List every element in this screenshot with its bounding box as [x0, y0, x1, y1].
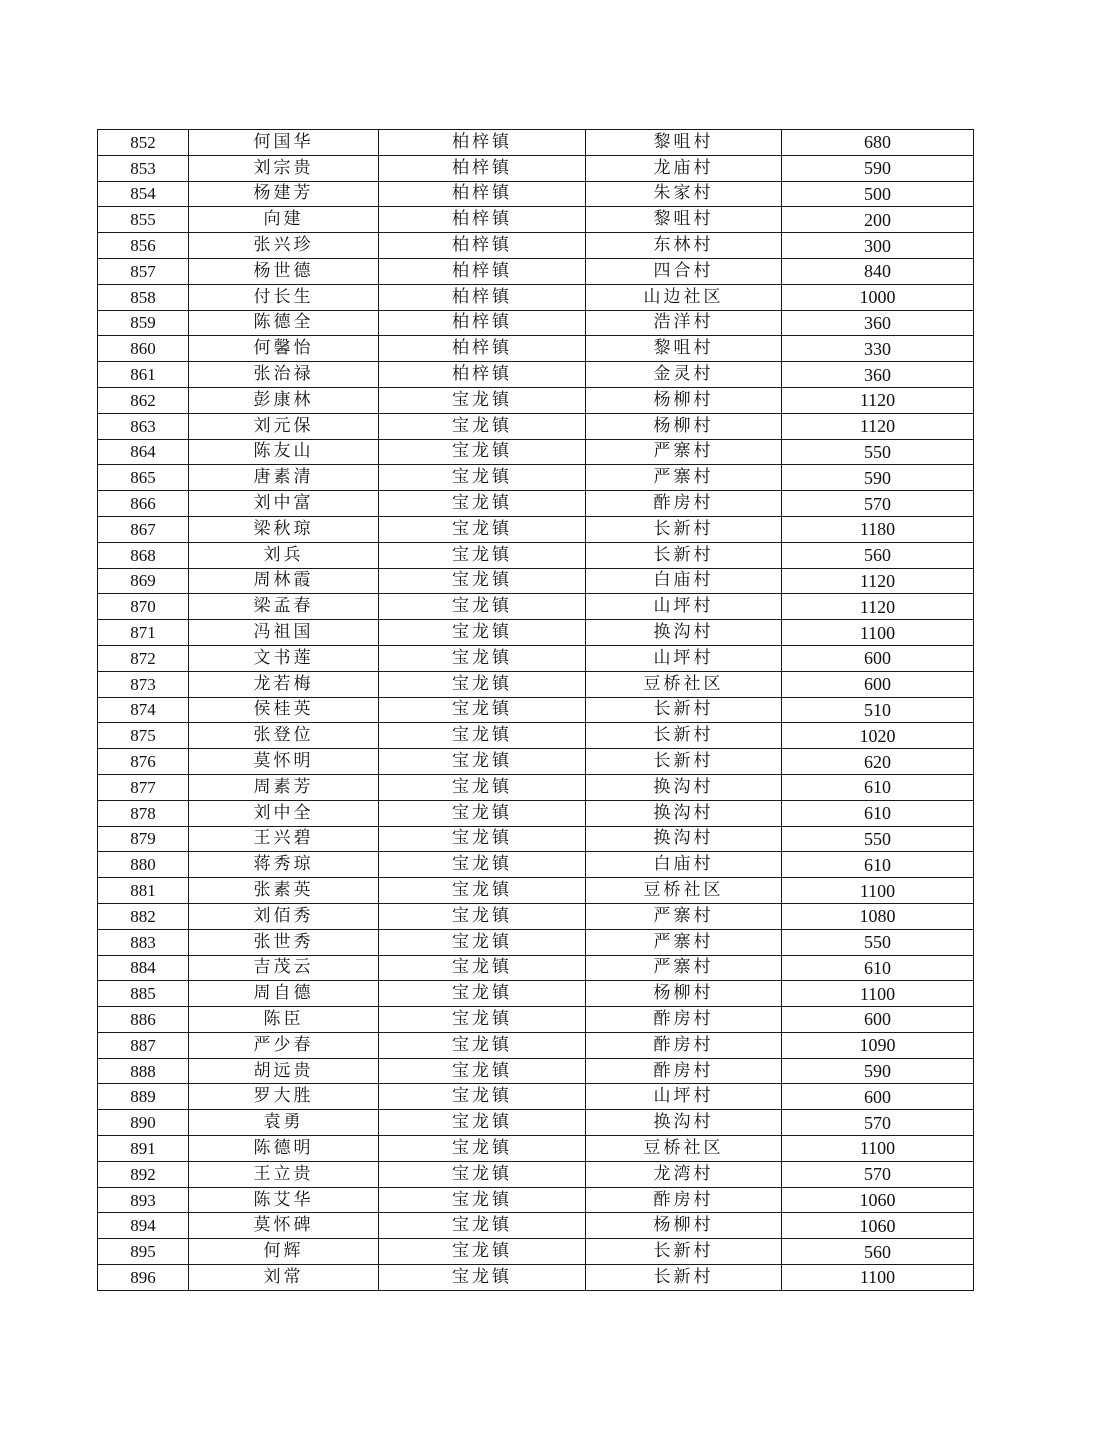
table-row: [98, 1110, 974, 1136]
cell-village: 酢房村: [586, 1007, 782, 1033]
cell-village: 杨柳村: [586, 1213, 782, 1239]
cell-town: 宝龙镇: [379, 568, 586, 594]
cell-village: 长新村: [586, 516, 782, 542]
cell-amount: 600: [782, 645, 974, 671]
cell-town: 柏梓镇: [379, 310, 586, 336]
cell-number: 896: [98, 1265, 189, 1291]
cell-name: 梁孟春: [189, 594, 379, 620]
cell-town: 宝龙镇: [379, 465, 586, 491]
cell-number: 868: [98, 542, 189, 568]
table-row: [98, 233, 974, 259]
cell-amount: 590: [782, 1058, 974, 1084]
cell-village: 酢房村: [586, 491, 782, 517]
table-row: [98, 1161, 974, 1187]
table-row: [98, 723, 974, 749]
cell-name: 侯桂英: [189, 697, 379, 723]
cell-town: 宝龙镇: [379, 1032, 586, 1058]
cell-amount: 550: [782, 929, 974, 955]
cell-number: 880: [98, 852, 189, 878]
cell-number: 865: [98, 465, 189, 491]
cell-amount: 1000: [782, 284, 974, 310]
cell-name: 周林霞: [189, 568, 379, 594]
cell-amount: 330: [782, 336, 974, 362]
cell-amount: 1100: [782, 1265, 974, 1291]
cell-town: 柏梓镇: [379, 258, 586, 284]
cell-amount: 570: [782, 1110, 974, 1136]
cell-number: 866: [98, 491, 189, 517]
cell-name: 王兴碧: [189, 826, 379, 852]
cell-amount: 1120: [782, 594, 974, 620]
cell-town: 宝龙镇: [379, 439, 586, 465]
cell-amount: 1060: [782, 1213, 974, 1239]
cell-village: 白庙村: [586, 568, 782, 594]
cell-name: 莫怀明: [189, 749, 379, 775]
table-row: [98, 671, 974, 697]
cell-village: 金灵村: [586, 362, 782, 388]
table-row: [98, 568, 974, 594]
table-row: [98, 1136, 974, 1162]
cell-amount: 570: [782, 491, 974, 517]
cell-name: 刘中全: [189, 800, 379, 826]
table-row: [98, 181, 974, 207]
cell-village: 龙湾村: [586, 1161, 782, 1187]
cell-number: 893: [98, 1187, 189, 1213]
cell-town: 柏梓镇: [379, 207, 586, 233]
table-row: [98, 878, 974, 904]
cell-town: 宝龙镇: [379, 491, 586, 517]
cell-town: 宝龙镇: [379, 1110, 586, 1136]
cell-town: 宝龙镇: [379, 1084, 586, 1110]
cell-number: 876: [98, 749, 189, 775]
cell-town: 宝龙镇: [379, 620, 586, 646]
cell-town: 宝龙镇: [379, 903, 586, 929]
cell-amount: 550: [782, 439, 974, 465]
cell-number: 886: [98, 1007, 189, 1033]
cell-village: 严寨村: [586, 955, 782, 981]
cell-name: 周素芳: [189, 774, 379, 800]
cell-amount: 510: [782, 697, 974, 723]
cell-name: 陈德明: [189, 1136, 379, 1162]
cell-number: 860: [98, 336, 189, 362]
cell-name: 胡远贵: [189, 1058, 379, 1084]
cell-town: 柏梓镇: [379, 362, 586, 388]
cell-number: 881: [98, 878, 189, 904]
table-row: [98, 542, 974, 568]
cell-number: 872: [98, 645, 189, 671]
cell-village: 长新村: [586, 749, 782, 775]
cell-village: 酢房村: [586, 1187, 782, 1213]
cell-name: 张兴珍: [189, 233, 379, 259]
cell-village: 换沟村: [586, 620, 782, 646]
cell-name: 付长生: [189, 284, 379, 310]
cell-name: 杨世德: [189, 258, 379, 284]
table-row: [98, 516, 974, 542]
cell-town: 宝龙镇: [379, 1007, 586, 1033]
cell-name: 张治禄: [189, 362, 379, 388]
cell-town: 宝龙镇: [379, 800, 586, 826]
cell-name: 刘元保: [189, 413, 379, 439]
cell-town: 宝龙镇: [379, 878, 586, 904]
cell-amount: 600: [782, 1084, 974, 1110]
cell-amount: 300: [782, 233, 974, 259]
roster-table: [97, 129, 974, 1291]
cell-village: 长新村: [586, 723, 782, 749]
table-row: [98, 1187, 974, 1213]
cell-name: 严少春: [189, 1032, 379, 1058]
cell-amount: 570: [782, 1161, 974, 1187]
cell-town: 宝龙镇: [379, 387, 586, 413]
cell-amount: 1100: [782, 878, 974, 904]
cell-name: 文书莲: [189, 645, 379, 671]
cell-town: 柏梓镇: [379, 284, 586, 310]
cell-village: 换沟村: [586, 1110, 782, 1136]
cell-village: 严寨村: [586, 929, 782, 955]
cell-village: 换沟村: [586, 826, 782, 852]
cell-amount: 1060: [782, 1187, 974, 1213]
cell-number: 894: [98, 1213, 189, 1239]
cell-name: 袁勇: [189, 1110, 379, 1136]
table-row: [98, 903, 974, 929]
table-row: [98, 1213, 974, 1239]
roster-table-body: [98, 130, 974, 1291]
cell-amount: 600: [782, 1007, 974, 1033]
cell-number: 869: [98, 568, 189, 594]
cell-town: 宝龙镇: [379, 929, 586, 955]
table-row: [98, 130, 974, 156]
cell-name: 何辉: [189, 1239, 379, 1265]
cell-town: 柏梓镇: [379, 233, 586, 259]
cell-village: 长新村: [586, 697, 782, 723]
cell-name: 唐素清: [189, 465, 379, 491]
cell-number: 884: [98, 955, 189, 981]
cell-village: 山坪村: [586, 594, 782, 620]
cell-amount: 590: [782, 465, 974, 491]
cell-amount: 590: [782, 155, 974, 181]
table-row: [98, 1239, 974, 1265]
cell-name: 龙若梅: [189, 671, 379, 697]
cell-name: 陈臣: [189, 1007, 379, 1033]
cell-number: 889: [98, 1084, 189, 1110]
cell-number: 871: [98, 620, 189, 646]
cell-name: 刘兵: [189, 542, 379, 568]
cell-name: 莫怀碑: [189, 1213, 379, 1239]
cell-town: 宝龙镇: [379, 516, 586, 542]
table-row: [98, 800, 974, 826]
cell-town: 宝龙镇: [379, 542, 586, 568]
cell-amount: 1090: [782, 1032, 974, 1058]
cell-village: 杨柳村: [586, 387, 782, 413]
cell-name: 张世秀: [189, 929, 379, 955]
cell-number: 890: [98, 1110, 189, 1136]
table-row: [98, 362, 974, 388]
cell-number: 879: [98, 826, 189, 852]
cell-amount: 1180: [782, 516, 974, 542]
table-row: [98, 594, 974, 620]
cell-number: 859: [98, 310, 189, 336]
cell-name: 刘常: [189, 1265, 379, 1291]
table-row: [98, 852, 974, 878]
table-row: [98, 1265, 974, 1291]
table-row: [98, 1084, 974, 1110]
cell-village: 豆桥社区: [586, 671, 782, 697]
table-row: [98, 749, 974, 775]
cell-name: 陈友山: [189, 439, 379, 465]
cell-name: 罗大胜: [189, 1084, 379, 1110]
cell-number: 883: [98, 929, 189, 955]
cell-number: 863: [98, 413, 189, 439]
cell-number: 895: [98, 1239, 189, 1265]
cell-amount: 610: [782, 852, 974, 878]
cell-village: 山坪村: [586, 1084, 782, 1110]
cell-amount: 610: [782, 955, 974, 981]
cell-town: 宝龙镇: [379, 1239, 586, 1265]
cell-town: 宝龙镇: [379, 645, 586, 671]
cell-amount: 1100: [782, 620, 974, 646]
cell-number: 852: [98, 130, 189, 156]
table-row: [98, 284, 974, 310]
cell-number: 887: [98, 1032, 189, 1058]
table-row: [98, 620, 974, 646]
cell-number: 853: [98, 155, 189, 181]
cell-name: 蒋秀琼: [189, 852, 379, 878]
cell-number: 855: [98, 207, 189, 233]
cell-town: 宝龙镇: [379, 1136, 586, 1162]
table-row: [98, 336, 974, 362]
cell-village: 杨柳村: [586, 413, 782, 439]
cell-town: 宝龙镇: [379, 749, 586, 775]
cell-number: 875: [98, 723, 189, 749]
cell-village: 豆桥社区: [586, 1136, 782, 1162]
cell-name: 张登位: [189, 723, 379, 749]
cell-name: 周自德: [189, 981, 379, 1007]
cell-amount: 1120: [782, 413, 974, 439]
cell-amount: 560: [782, 1239, 974, 1265]
cell-town: 宝龙镇: [379, 981, 586, 1007]
cell-name: 何馨怡: [189, 336, 379, 362]
cell-number: 874: [98, 697, 189, 723]
cell-village: 东林村: [586, 233, 782, 259]
cell-village: 换沟村: [586, 774, 782, 800]
cell-number: 862: [98, 387, 189, 413]
cell-amount: 1080: [782, 903, 974, 929]
cell-amount: 500: [782, 181, 974, 207]
cell-amount: 360: [782, 310, 974, 336]
cell-number: 885: [98, 981, 189, 1007]
table-row: [98, 1058, 974, 1084]
cell-town: 宝龙镇: [379, 852, 586, 878]
cell-village: 四合村: [586, 258, 782, 284]
cell-village: 黎咀村: [586, 207, 782, 233]
cell-name: 杨建芳: [189, 181, 379, 207]
cell-amount: 620: [782, 749, 974, 775]
cell-number: 858: [98, 284, 189, 310]
cell-number: 870: [98, 594, 189, 620]
cell-village: 龙庙村: [586, 155, 782, 181]
cell-name: 何国华: [189, 130, 379, 156]
cell-name: 陈艾华: [189, 1187, 379, 1213]
cell-town: 柏梓镇: [379, 336, 586, 362]
cell-name: 向建: [189, 207, 379, 233]
cell-number: 878: [98, 800, 189, 826]
table-row: [98, 929, 974, 955]
cell-village: 严寨村: [586, 439, 782, 465]
cell-town: 宝龙镇: [379, 594, 586, 620]
cell-amount: 840: [782, 258, 974, 284]
table-row: [98, 207, 974, 233]
cell-number: 856: [98, 233, 189, 259]
cell-village: 白庙村: [586, 852, 782, 878]
cell-town: 宝龙镇: [379, 1058, 586, 1084]
cell-village: 酢房村: [586, 1032, 782, 1058]
cell-name: 吉茂云: [189, 955, 379, 981]
cell-number: 861: [98, 362, 189, 388]
cell-amount: 1100: [782, 1136, 974, 1162]
cell-village: 山边社区: [586, 284, 782, 310]
cell-name: 刘宗贵: [189, 155, 379, 181]
cell-amount: 680: [782, 130, 974, 156]
cell-amount: 610: [782, 800, 974, 826]
cell-village: 浩洋村: [586, 310, 782, 336]
cell-number: 873: [98, 671, 189, 697]
cell-village: 黎咀村: [586, 130, 782, 156]
table-row: [98, 697, 974, 723]
cell-amount: 610: [782, 774, 974, 800]
table-row: [98, 310, 974, 336]
cell-number: 864: [98, 439, 189, 465]
table-row: [98, 774, 974, 800]
cell-town: 宝龙镇: [379, 1187, 586, 1213]
cell-town: 宝龙镇: [379, 955, 586, 981]
cell-name: 王立贵: [189, 1161, 379, 1187]
table-row: [98, 645, 974, 671]
cell-number: 854: [98, 181, 189, 207]
cell-town: 柏梓镇: [379, 181, 586, 207]
cell-village: 山坪村: [586, 645, 782, 671]
table-row: [98, 387, 974, 413]
cell-amount: 1100: [782, 981, 974, 1007]
cell-village: 豆桥社区: [586, 878, 782, 904]
table-row: [98, 439, 974, 465]
cell-village: 长新村: [586, 542, 782, 568]
cell-town: 宝龙镇: [379, 413, 586, 439]
cell-amount: 360: [782, 362, 974, 388]
cell-town: 宝龙镇: [379, 723, 586, 749]
table-row: [98, 413, 974, 439]
cell-name: 梁秋琼: [189, 516, 379, 542]
cell-town: 宝龙镇: [379, 1161, 586, 1187]
cell-town: 宝龙镇: [379, 671, 586, 697]
table-row: [98, 258, 974, 284]
cell-town: 柏梓镇: [379, 130, 586, 156]
cell-number: 888: [98, 1058, 189, 1084]
cell-town: 宝龙镇: [379, 1265, 586, 1291]
cell-town: 宝龙镇: [379, 826, 586, 852]
cell-village: 严寨村: [586, 465, 782, 491]
cell-name: 冯祖国: [189, 620, 379, 646]
table-row: [98, 1032, 974, 1058]
cell-amount: 200: [782, 207, 974, 233]
cell-village: 黎咀村: [586, 336, 782, 362]
cell-village: 换沟村: [586, 800, 782, 826]
cell-town: 柏梓镇: [379, 155, 586, 181]
cell-amount: 1020: [782, 723, 974, 749]
cell-name: 彭康林: [189, 387, 379, 413]
cell-number: 857: [98, 258, 189, 284]
table-row: [98, 955, 974, 981]
cell-amount: 1120: [782, 387, 974, 413]
cell-amount: 550: [782, 826, 974, 852]
cell-village: 严寨村: [586, 903, 782, 929]
cell-name: 张素英: [189, 878, 379, 904]
cell-amount: 560: [782, 542, 974, 568]
cell-name: 刘中富: [189, 491, 379, 517]
cell-number: 877: [98, 774, 189, 800]
cell-town: 宝龙镇: [379, 774, 586, 800]
cell-name: 陈德全: [189, 310, 379, 336]
table-row: [98, 155, 974, 181]
table-row: [98, 826, 974, 852]
cell-name: 刘佰秀: [189, 903, 379, 929]
cell-number: 891: [98, 1136, 189, 1162]
cell-town: 宝龙镇: [379, 697, 586, 723]
table-row: [98, 1007, 974, 1033]
cell-village: 朱家村: [586, 181, 782, 207]
cell-amount: 1120: [782, 568, 974, 594]
table-row: [98, 465, 974, 491]
cell-village: 杨柳村: [586, 981, 782, 1007]
cell-number: 892: [98, 1161, 189, 1187]
cell-number: 867: [98, 516, 189, 542]
cell-village: 酢房村: [586, 1058, 782, 1084]
cell-town: 宝龙镇: [379, 1213, 586, 1239]
cell-number: 882: [98, 903, 189, 929]
cell-amount: 600: [782, 671, 974, 697]
cell-village: 长新村: [586, 1265, 782, 1291]
table-row: [98, 981, 974, 1007]
table-row: [98, 491, 974, 517]
cell-village: 长新村: [586, 1239, 782, 1265]
